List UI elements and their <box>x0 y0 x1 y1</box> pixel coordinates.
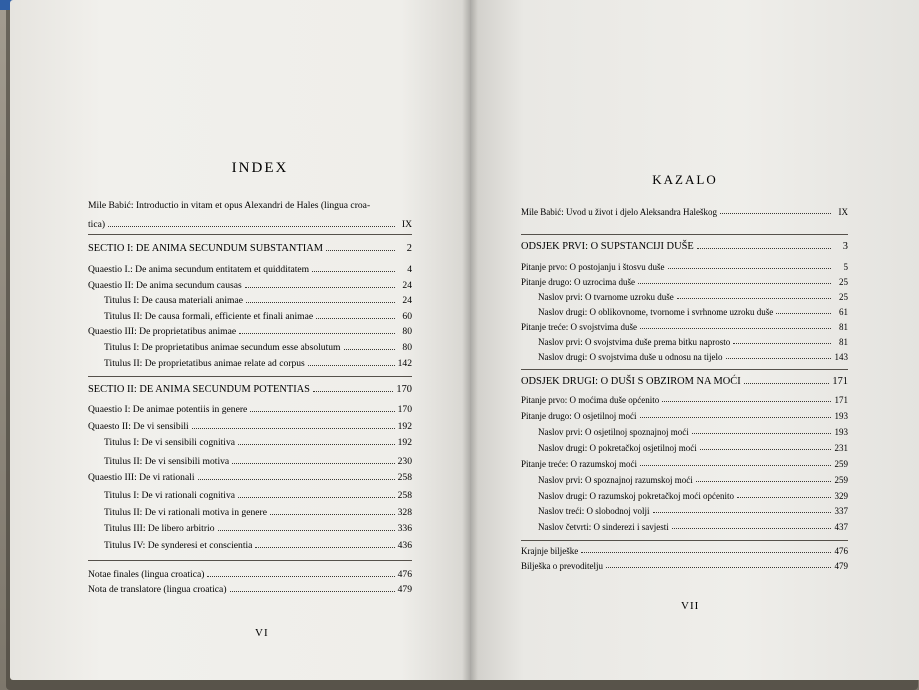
entry-label: Titulus II: De vi rationali motiva in genere <box>104 507 267 518</box>
entry-label: Naslov treći: O slobodnoj volji <box>538 506 650 516</box>
leader-dots <box>344 349 395 350</box>
left-intro-line2-label: tica) <box>88 219 106 230</box>
entry-page: 479 <box>834 561 848 571</box>
leader-dots <box>733 343 831 344</box>
entry-label: Naslov četvrti: O sinderezi i savjesti <box>538 522 669 532</box>
entry-page: 258 <box>397 490 412 501</box>
leader-dots <box>108 226 395 227</box>
left-entry <box>88 384 412 395</box>
entry-page: 5 <box>843 262 848 272</box>
entry-label: Quaestio I: De animae potentiis in genere <box>88 404 248 415</box>
leader-dots <box>668 268 832 269</box>
left-intro-line2 <box>88 219 412 230</box>
entry-label: Titulus IV: De synderesi et conscientia <box>104 540 253 551</box>
entry-page: 171 <box>832 376 848 387</box>
left-entry <box>88 569 412 580</box>
left-entry <box>88 280 412 291</box>
left-entry <box>104 311 412 322</box>
leader-dots <box>198 479 395 480</box>
leader-dots <box>692 433 831 434</box>
left-entry <box>104 456 412 467</box>
right-entry <box>538 352 848 362</box>
right-entry <box>521 395 848 405</box>
leader-dots <box>312 271 395 272</box>
right-entry <box>538 337 848 347</box>
entry-label: Quaestio I.: De anima secundum entitatem et quidditatem <box>88 264 310 275</box>
entry-page: 337 <box>834 506 848 516</box>
entry-page: 437 <box>834 522 848 532</box>
entry-label: Quaestio II: De anima secundum causas <box>88 280 242 291</box>
entry-page: 192 <box>397 437 412 448</box>
entry-page: 193 <box>834 427 848 437</box>
right-page-heading: KAZALO <box>652 172 718 187</box>
entry-page: 193 <box>834 411 848 421</box>
right-entry <box>538 443 848 453</box>
left-intro-page: IX <box>401 219 412 230</box>
entry-label: Pitanje treće: O razumskoj moći <box>521 459 637 469</box>
entry-label: Titulus I: De proprietatibus animae secundum esse absolutum <box>104 342 341 353</box>
left-entry <box>104 507 412 518</box>
leader-dots <box>246 302 395 303</box>
leader-dots <box>726 358 832 359</box>
left-page-heading: INDEX <box>231 160 289 176</box>
right-entry <box>521 277 848 287</box>
right-entry <box>521 561 848 571</box>
entry-page: 230 <box>397 456 412 467</box>
leader-dots <box>696 481 831 482</box>
entry-label: Naslov drugi: O svojstvima duše u odnosu na tijelo <box>538 352 723 362</box>
leader-dots <box>776 313 831 314</box>
right-entry <box>538 522 848 532</box>
entry-page: 81 <box>839 337 848 347</box>
entry-page: 436 <box>397 540 412 551</box>
entry-label: Naslov prvi: O osjetilnoj spoznajnoj moći <box>538 427 689 437</box>
book-gutter <box>462 0 478 680</box>
entry-label: Naslov drugi: O razumskoj pokretačkoj moći općenito <box>538 491 734 501</box>
entry-label: Naslov prvi: O svojstvima duše prema bitku naprosto <box>538 337 731 347</box>
leader-dots <box>239 333 395 334</box>
entry-label: Titulus I: De causa materiali animae <box>104 295 243 306</box>
right-entry <box>521 546 848 556</box>
entry-label: SECTIO I: DE ANIMA SECUNDUM SUBSTANTIAM <box>88 243 323 254</box>
entry-label: Naslov prvi: O spoznajnoj razumskoj moći <box>538 475 693 485</box>
leader-dots <box>653 512 832 513</box>
entry-label: Naslov prvi: O tvarnome uzroku duše <box>538 292 674 302</box>
entry-label: Pitanje treće: O svojstvima duše <box>521 322 637 332</box>
right-entry <box>538 475 848 485</box>
entry-page: 170 <box>397 404 412 415</box>
leader-dots <box>697 248 831 249</box>
right-entry <box>521 241 848 252</box>
leader-dots <box>581 552 831 553</box>
left-entry <box>104 295 412 306</box>
right-entry <box>521 322 848 332</box>
left-page-number: VI <box>255 627 269 639</box>
leader-dots <box>238 497 395 498</box>
entry-label: Pitanje prvo: O moćima duše općenito <box>521 395 660 405</box>
leader-dots <box>640 465 831 466</box>
left-entry <box>104 342 412 353</box>
leader-dots <box>245 287 395 288</box>
entry-page: 61 <box>839 307 848 317</box>
entry-page: IX <box>838 207 848 217</box>
entry-label: SECTIO II: DE ANIMA SECUNDUM POTENTIAS <box>88 384 310 395</box>
entry-page: 259 <box>834 475 848 485</box>
entry-page: 81 <box>839 322 848 332</box>
entry-page: 2 <box>406 243 412 254</box>
left-entry <box>104 523 412 534</box>
entry-page: 25 <box>839 292 848 302</box>
entry-page: 476 <box>834 546 848 556</box>
right-entry <box>538 491 848 501</box>
entry-label: Naslov drugi: O oblikovnome, tvornome i svrhnome uzroku duše <box>538 307 774 317</box>
right-intro-entry <box>521 207 848 217</box>
left-divider <box>88 560 412 561</box>
right-entry <box>521 376 848 387</box>
entry-page: 170 <box>396 384 412 395</box>
leader-dots <box>638 283 831 284</box>
entry-page: 259 <box>834 459 848 469</box>
right-entry <box>521 459 848 469</box>
entry-page: 258 <box>397 472 412 483</box>
left-entry <box>88 404 412 415</box>
leader-dots <box>230 591 395 592</box>
left-divider <box>88 234 412 235</box>
right-page-number: VII <box>681 600 700 612</box>
leader-dots <box>313 391 393 392</box>
leader-dots <box>308 365 395 366</box>
left-entry <box>104 437 412 448</box>
entry-label: ODSJEK PRVI: O SUPSTANCIJI DUŠE <box>521 241 694 252</box>
entry-page: 328 <box>397 507 412 518</box>
entry-page: 80 <box>402 342 412 353</box>
right-divider <box>521 234 848 235</box>
entry-label: Notae finales (lingua croatica) <box>88 569 205 580</box>
left-entry <box>88 472 412 483</box>
left-intro-entry <box>88 199 412 212</box>
leader-dots <box>640 417 832 418</box>
leader-dots <box>270 514 395 515</box>
entry-label: Titulus II: De causa formali, efficiente et finali animae <box>104 311 314 322</box>
left-entry <box>88 243 412 254</box>
right-entry <box>538 506 848 516</box>
leader-dots <box>218 530 395 531</box>
leader-dots <box>677 298 831 299</box>
left-entry <box>88 421 412 432</box>
entry-page: 4 <box>407 264 412 275</box>
entry-label: Titulus II: De vi sensibili motiva <box>104 456 230 467</box>
entry-label: Titulus I: De vi rationali cognitiva <box>104 490 236 501</box>
right-entry <box>538 307 848 317</box>
right-divider <box>521 369 848 370</box>
leader-dots <box>326 250 395 251</box>
entry-label: Titulus III: De libero arbitrio <box>104 523 215 534</box>
left-entry <box>88 326 412 337</box>
entry-label: Pitanje drugo: O uzrocima duše <box>521 277 635 287</box>
leader-dots <box>737 497 831 498</box>
entry-label: Titulus I: De vi sensibili cognitiva <box>104 437 236 448</box>
leader-dots <box>255 547 394 548</box>
entry-page: 60 <box>402 311 412 322</box>
leader-dots <box>207 576 394 577</box>
leader-dots <box>606 567 831 568</box>
entry-label: Quaestio III: De vi rationali <box>88 472 195 483</box>
entry-page: 24 <box>402 280 412 291</box>
leader-dots <box>250 411 394 412</box>
entry-label: Bilješka o prevoditelju <box>521 561 603 571</box>
entry-page: 24 <box>402 295 412 306</box>
left-entry <box>104 540 412 551</box>
entry-label: Mile Babić: Uvod u život i djelo Aleksandra Haleškog <box>521 207 717 217</box>
leader-dots <box>238 444 395 445</box>
right-entry <box>538 427 848 437</box>
entry-page: 476 <box>397 569 412 580</box>
left-entry <box>104 358 412 369</box>
leader-dots <box>700 449 831 450</box>
leader-dots <box>720 213 831 214</box>
entry-page: 3 <box>842 241 848 252</box>
entry-label: Pitanje prvo: O postojanju i štosvu duše <box>521 262 665 272</box>
leader-dots <box>744 383 830 384</box>
left-intro-line1: Mile Babić: Introductio in vitam et opus Alexandri de Hales (lingua croa- <box>88 200 371 211</box>
leader-dots <box>192 428 395 429</box>
entry-label: Pitanje drugo: O osjetilnoj moći <box>521 411 637 421</box>
entry-page: 329 <box>834 491 848 501</box>
entry-label: ODSJEK DRUGI: O DUŠI S OBZIROM NA MOĆI <box>521 376 741 387</box>
entry-page: 231 <box>834 443 848 453</box>
entry-page: 171 <box>834 395 848 405</box>
entry-label: Naslov drugi: O pokretačkoj osjetilnoj moći <box>538 443 697 453</box>
entry-label: Titulus II: De proprietatibus animae relate ad corpus <box>104 358 305 369</box>
entry-page: 142 <box>397 358 412 369</box>
entry-page: 80 <box>402 326 412 337</box>
entry-page: 479 <box>397 584 412 595</box>
leader-dots <box>672 528 831 529</box>
leader-dots <box>232 463 394 464</box>
right-entry <box>538 292 848 302</box>
left-divider <box>88 376 412 377</box>
left-entry <box>88 584 412 595</box>
entry-label: Quaestio III: De proprietatibus animae <box>88 326 237 337</box>
entry-label: Quaesto II: De vi sensibili <box>88 421 189 432</box>
left-entry <box>104 490 412 501</box>
entry-page: 143 <box>834 352 848 362</box>
leader-dots <box>316 318 395 319</box>
leader-dots <box>662 401 831 402</box>
entry-label: Krajnje bilješke <box>521 546 579 556</box>
leader-dots <box>640 328 831 329</box>
right-divider <box>521 540 848 541</box>
entry-page: 336 <box>397 523 412 534</box>
entry-page: 25 <box>839 277 848 287</box>
entry-page: 192 <box>397 421 412 432</box>
entry-label: Nota de translatore (lingua croatica) <box>88 584 227 595</box>
right-entry <box>521 262 848 272</box>
right-entry <box>521 411 848 421</box>
left-entry <box>88 264 412 275</box>
